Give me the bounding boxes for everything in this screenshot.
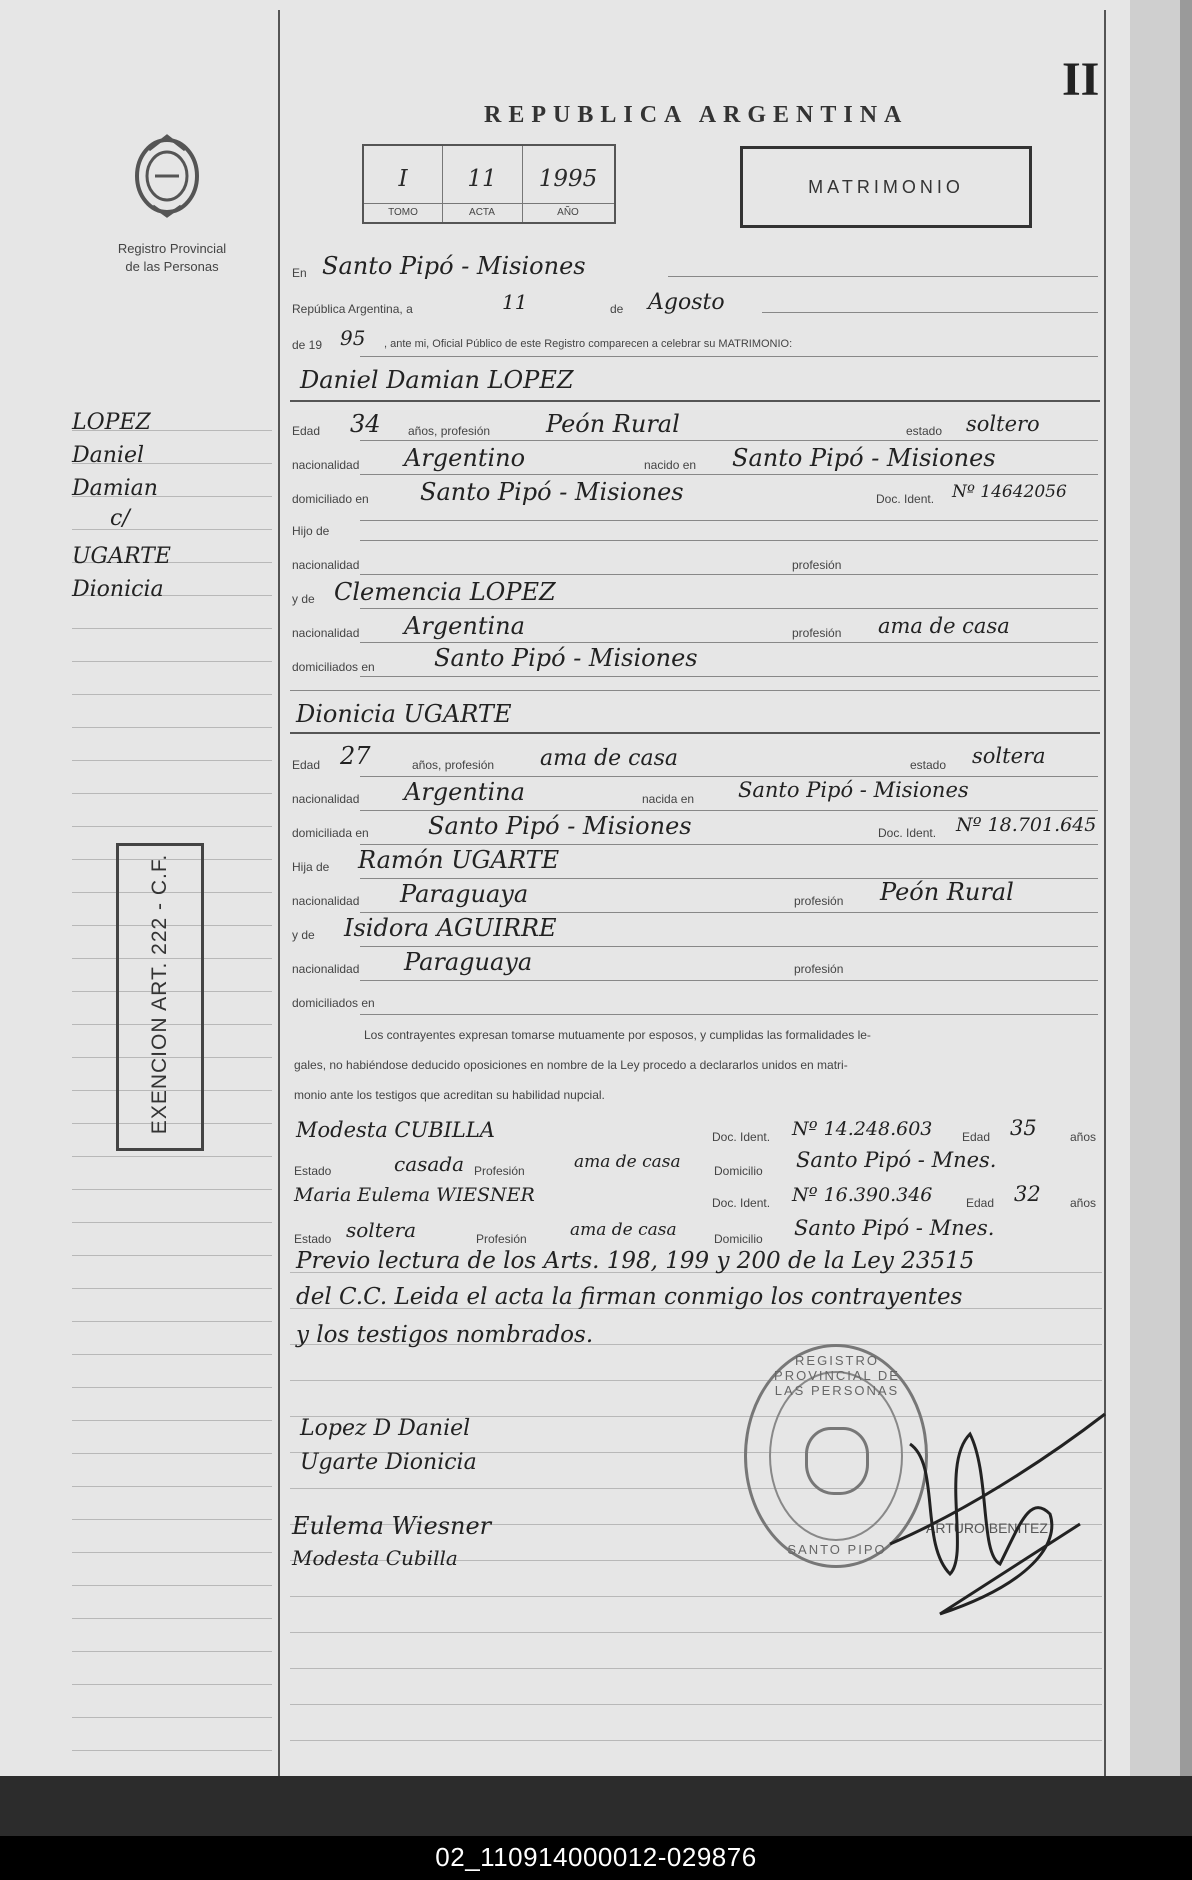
rep-label: República Argentina, a (292, 302, 413, 316)
margin-rule (72, 1255, 272, 1256)
page-edge-shadow (1180, 0, 1192, 1836)
witness1-age: 35 (1010, 1116, 1037, 1140)
margin-name: Damian (72, 476, 158, 501)
declaration-line: Los contrayentes expresan tomarse mutuamente por esposos, y cumplidas las formalidades le- (364, 1028, 871, 1042)
groom-nat-label: nacionalidad (292, 458, 360, 472)
witness2-estado-label: Estado (294, 1232, 332, 1246)
fill-line (360, 676, 1098, 677)
margin-rule (72, 661, 272, 662)
groom-age: 34 (350, 410, 381, 438)
margin-name: LOPEZ (72, 410, 151, 435)
fill-line (360, 844, 1098, 845)
margin-rule (72, 1453, 272, 1454)
groom-mother-nationality: Argentina (404, 612, 525, 640)
registry-name (92, 240, 252, 276)
coat-of-arms-icon (127, 130, 207, 220)
bride-nacida-label: nacida en (642, 792, 695, 806)
witness1-name: Modesta CUBILLA (296, 1118, 495, 1142)
volume-mark: II (1062, 53, 1100, 106)
groom-father-prof-label: profesión (792, 558, 842, 572)
bride-domicile: Santo Pipó - Misiones (428, 812, 692, 840)
groom-edad-label: Edad (292, 424, 321, 438)
marriage-day: 11 (502, 290, 528, 314)
bride-profesion-label: años, profesión (412, 758, 495, 772)
groom-dom-label: domiciliado en (292, 492, 369, 506)
fill-line (360, 946, 1098, 947)
marriage-month: Agosto (648, 290, 725, 315)
witness2-prof-label: Profesión (476, 1232, 527, 1246)
tomo-acta-box (362, 144, 616, 224)
marriage-place: Santo Pipó - Misiones (322, 252, 586, 280)
tomo-label: TOMO (364, 203, 442, 222)
margin-rule (72, 694, 272, 695)
bride-mother: Isidora AGUIRRE (344, 914, 557, 942)
seal-ring-bottom: SANTO PIPO (787, 1542, 887, 1557)
margin-rule (72, 1189, 272, 1190)
margin-rule (72, 1750, 272, 1751)
margin-rule (72, 1156, 272, 1157)
margin-divider (278, 10, 280, 1776)
body-rule (290, 1740, 1102, 1741)
de-label: de (610, 302, 624, 316)
groom-mother-profession: ama de casa (878, 614, 1010, 638)
witness1-civil-status: casada (394, 1152, 465, 1176)
fill-line (360, 912, 1098, 913)
witness2-doc: Nº 16.390.346 (792, 1184, 933, 1206)
margin-rule (72, 1288, 272, 1289)
registry-name-line2: de las Personas (125, 259, 219, 274)
groom-estado-label: estado (906, 424, 943, 438)
margin-rule (72, 1321, 272, 1322)
bride-father-profession: Peón Rural (880, 878, 1014, 906)
fill-line (360, 574, 1098, 575)
fill-line (360, 440, 1098, 441)
bride-age: 27 (340, 742, 371, 770)
bride-hija-label: Hija de (292, 860, 330, 874)
groom-mother-prof-label: profesión (792, 626, 842, 640)
witness2-anos-label: años (1070, 1196, 1097, 1210)
groom-parents-domicile: Santo Pipó - Misiones (434, 644, 698, 672)
margin-rule (72, 1354, 272, 1355)
groom-doc: Nº 14642056 (952, 482, 1067, 502)
registry-name-line1: Registro Provincial (117, 241, 227, 256)
section-divider (290, 690, 1100, 691)
bride-profession: ama de casa (540, 746, 679, 771)
witness2-age: 32 (1014, 1182, 1041, 1206)
fill-line (360, 540, 1098, 541)
bride-mother-nationality: Paraguaya (404, 948, 533, 976)
margin-rule (72, 727, 272, 728)
bride-dom-label: domiciliada en (292, 826, 369, 840)
witness2-edad-label: Edad (966, 1196, 995, 1210)
witness2-civil-status: soltera (346, 1218, 417, 1242)
fill-line (360, 810, 1098, 811)
margin-rule (72, 760, 272, 761)
file-name: 02_110914000012-029876 (435, 1842, 757, 1872)
witness2-domicile: Santo Pipó - Mnes. (794, 1216, 995, 1240)
acta-label: ACTA (442, 203, 522, 222)
fill-line (360, 776, 1098, 777)
body-rule (290, 1668, 1102, 1669)
witness2-profession: ama de casa (570, 1220, 677, 1240)
fill-line (360, 980, 1098, 981)
declaration-line: monio ante los testigos que acreditan su habilidad nupcial. (294, 1088, 605, 1102)
groom-hijo-label: Hijo de (292, 524, 330, 538)
signature: Lopez D Daniel (300, 1416, 471, 1441)
ano-label: AÑO (522, 203, 614, 222)
en-label: En (292, 266, 307, 280)
margin-name: c/ (110, 506, 130, 531)
signature: Modesta Cubilla (292, 1546, 458, 1570)
closing-line: Previo lectura de los Arts. 198, 199 y 200 de la Ley 23515 (296, 1248, 975, 1274)
groom-doc-label: Doc. Ident. (876, 492, 935, 506)
groom-civil-status: soltero (966, 412, 1040, 436)
witness2-dom-label: Domicilio (714, 1232, 763, 1246)
bride-father-prof-label: profesión (794, 894, 844, 908)
fill-line (668, 276, 1098, 277)
margin-rule (72, 1222, 272, 1223)
bride-birthplace: Santo Pipó - Misiones (738, 778, 969, 802)
groom-father-nat-label: nacionalidad (292, 558, 360, 572)
fill-line (360, 608, 1098, 609)
officer-signature-icon (880, 1404, 1110, 1624)
margin-rule (72, 529, 272, 530)
declaration-line: gales, no habiéndose deducido oposiciones en nombre de la Ley procedo a declararlos unidos en matri- (294, 1058, 848, 1072)
fill-line (360, 1014, 1098, 1015)
groom-birthplace: Santo Pipó - Misiones (732, 444, 996, 472)
witness2-name: Maria Eulema WIESNER (294, 1184, 535, 1206)
groom-yde-label: y de (292, 592, 315, 606)
witness1-estado-label: Estado (294, 1164, 332, 1178)
margin-rule (72, 1618, 272, 1619)
groom-nationality: Argentino (404, 444, 526, 472)
bride-father-nationality: Paraguaya (400, 880, 529, 908)
ano-cell (522, 146, 614, 222)
acta-cell (442, 146, 523, 222)
bride-mother-prof-label: profesión (794, 962, 844, 976)
seal-crest-icon (805, 1427, 869, 1495)
bride-nationality: Argentina (404, 778, 525, 806)
exemption-stamp (116, 843, 204, 1151)
fill-line (360, 520, 1098, 521)
margin-rule (72, 1387, 272, 1388)
margin-name: UGARTE (72, 544, 171, 569)
bride-father-nat-label: nacionalidad (292, 894, 360, 908)
witness1-dom-label: Domicilio (714, 1164, 763, 1178)
seal-ring-text: REGISTRO PROVINCIAL DE LAS PERSONAS (774, 1353, 900, 1398)
fill-line (762, 312, 1098, 313)
witness1-doc: Nº 14.248.603 (792, 1118, 933, 1140)
section-divider (290, 400, 1100, 402)
margin-rule (72, 1717, 272, 1718)
margin-rule (72, 628, 272, 629)
margin-rule (72, 1651, 272, 1652)
margin-rule (72, 1420, 272, 1421)
bride-civil-status: soltera (972, 744, 1046, 768)
bride-estado-label: estado (910, 758, 947, 772)
margin-rule (72, 1684, 272, 1685)
groom-profesion-label: años, profesión (408, 424, 491, 438)
closing-line: y los testigos nombrados. (296, 1322, 594, 1348)
groom-mother-nat-label: nacionalidad (292, 626, 360, 640)
tomo-cell (364, 146, 443, 222)
bride-doc-label: Doc. Ident. (878, 826, 937, 840)
marriage-year: 95 (340, 326, 366, 350)
fill-line (360, 474, 1098, 475)
witness2-doc-label: Doc. Ident. (712, 1196, 771, 1210)
bride-father: Ramón UGARTE (358, 846, 560, 874)
margin-rule (72, 826, 272, 827)
bride-doc: Nº 18.701.645 (956, 814, 1097, 836)
bride-nat-label: nacionalidad (292, 792, 360, 806)
body-rule (290, 1632, 1102, 1633)
margin-rule (72, 1519, 272, 1520)
fill-line (360, 642, 1098, 643)
bride-yde-label: y de (292, 928, 315, 942)
acta-value: 11 (467, 166, 497, 192)
margin-rule (72, 1585, 272, 1586)
margin-rule (72, 1486, 272, 1487)
groom-parents-dom-label: domiciliados en (292, 660, 375, 674)
intro-statement: , ante mi, Oficial Público de este Registro comparecen a celebrar su MATRIMONIO: (384, 338, 793, 350)
margin-name: Daniel (72, 443, 145, 468)
body-rule (290, 1380, 1102, 1381)
groom-name: Daniel Damian LOPEZ (300, 366, 574, 394)
margin-name: Dionicia (72, 577, 164, 602)
witness1-edad-label: Edad (962, 1130, 991, 1144)
witness1-domicile: Santo Pipó - Mnes. (796, 1148, 997, 1172)
ano-value: 1995 (538, 166, 598, 192)
bride-parents-dom-label: domiciliados en (292, 996, 375, 1010)
groom-profession: Peón Rural (546, 410, 680, 438)
fill-line (360, 356, 1098, 357)
bride-name: Dionicia UGARTE (296, 700, 512, 728)
margin-rule (72, 1552, 272, 1553)
officer-stamp: ARTURO BENITEZ (926, 1520, 1048, 1536)
bride-mother-nat-label: nacionalidad (292, 962, 360, 976)
groom-nacido-label: nacido en (644, 458, 697, 472)
exemption-stamp-text: EXENCION ART. 222 - C.F. (148, 853, 171, 1135)
signature: Eulema Wiesner (292, 1512, 492, 1540)
tomo-value: I (398, 166, 408, 192)
scan-bottom-band (0, 1776, 1192, 1836)
year-prefix: de 19 (292, 338, 323, 352)
act-type-box: MATRIMONIO (740, 146, 1032, 228)
closing-line: del C.C. Leida el acta la firman conmigo los contrayentes (296, 1284, 963, 1310)
bride-edad-label: Edad (292, 758, 321, 772)
witness1-prof-label: Profesión (474, 1164, 525, 1178)
margin-rule (72, 793, 272, 794)
page-title: REPUBLICA ARGENTINA (484, 102, 909, 128)
groom-domicile: Santo Pipó - Misiones (420, 478, 684, 506)
groom-mother: Clemencia LOPEZ (334, 578, 556, 606)
witness1-anos-label: años (1070, 1130, 1097, 1144)
section-divider (290, 732, 1100, 734)
body-rule (290, 1704, 1102, 1705)
witness1-profession: ama de casa (574, 1152, 681, 1172)
signature: Ugarte Dionicia (300, 1450, 477, 1475)
witness1-doc-label: Doc. Ident. (712, 1130, 771, 1144)
